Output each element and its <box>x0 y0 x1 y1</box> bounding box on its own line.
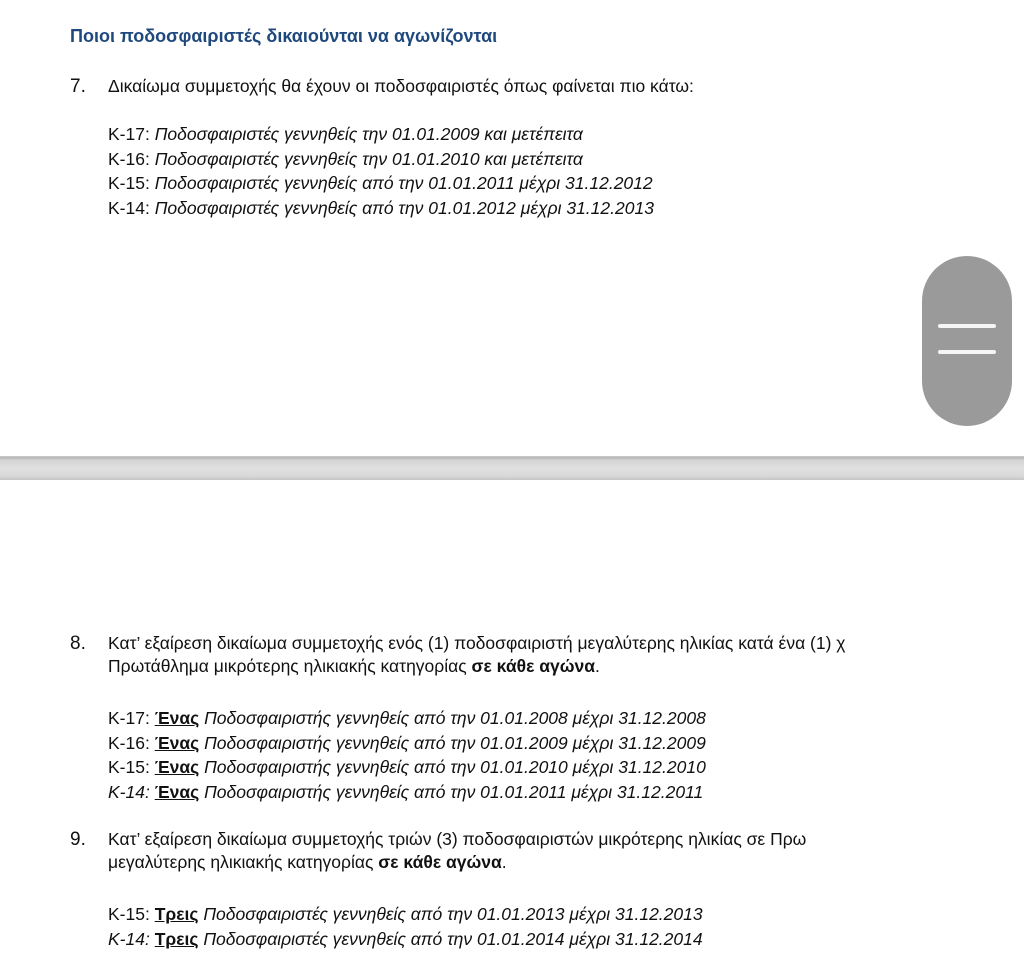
age-category: Κ-16: <box>108 148 150 169</box>
item-text-line: Κατ’ εξαίρεση δικαίωμα συμμετοχής τριών (3) ποδοσφαιριστών μικρότερης ηλικίας σε Πρω <box>108 829 807 849</box>
text-segment: μεγαλύτερης ηλικιακής κατηγορίας <box>108 852 379 872</box>
item-text: Δικαίωμα συμμετοχής θα έχουν οι ποδοσφαιριστές όπως φαίνεται πιο κάτω: <box>108 76 694 96</box>
list-item <box>108 171 654 196</box>
section-heading: Ποιοι ποδοσφαιριστές δικαιούνται να αγωνίζονται <box>70 26 498 46</box>
text-segment: . <box>595 656 600 676</box>
quantity-word: Ένας <box>154 732 200 753</box>
list-item <box>108 780 706 805</box>
list-item <box>108 706 706 731</box>
age-category: Κ-17: <box>108 708 150 728</box>
quantity-word: Ένας <box>154 781 200 802</box>
quantity-word: Ένας <box>154 757 200 777</box>
age-category: Κ-17: <box>108 124 150 144</box>
eligibility-description: Ποδοσφαιριστές γεννηθείς την 01.01.2009 και μετέπειτα <box>154 124 583 144</box>
eligibility-description: Ποδοσφαιριστές γεννηθείς από την 01.01.2014 μέχρι 31.12.2014 <box>203 928 703 949</box>
text-segment: Πρωτάθλημα μικρότερης ηλικιακής κατηγορίας <box>108 656 472 676</box>
list-item <box>108 147 654 172</box>
list-item <box>108 731 706 756</box>
age-list-item-7 <box>108 122 654 220</box>
item-text-line <box>108 655 846 678</box>
page-separator <box>0 456 1024 480</box>
eligibility-description: Ποδοσφαιριστές γεννηθείς από την 01.01.2011 μέχρι 31.12.2012 <box>154 173 653 193</box>
item-text <box>108 632 846 678</box>
quantity-word: Ένας <box>154 708 200 728</box>
item-text <box>108 828 806 874</box>
item-text-line: Κατ’ εξαίρεση δικαίωμα συμμετοχής ενός (1) ποδοσφαιριστή μεγαλύτερης ηλικίας κατά ένα (1) χ <box>108 633 846 653</box>
eligibility-description: Ποδοσφαιριστής γεννηθείς από την 01.01.2008 μέχρι 31.12.2008 <box>204 708 706 728</box>
item-number: 7. <box>70 76 86 97</box>
emphasis-text: σε κάθε αγώνα <box>378 852 502 872</box>
age-category: Κ-15: <box>108 904 150 924</box>
quantity-word: Τρεις <box>154 928 199 949</box>
scroll-drag-handle[interactable] <box>922 256 1012 426</box>
quantity-word: Τρεις <box>154 904 199 924</box>
drag-handle-icon <box>938 324 996 328</box>
eligibility-description: Ποδοσφαιριστές γεννηθείς από την 01.01.2012 μέχρι 31.12.2013 <box>154 197 654 218</box>
age-category: Κ-16: <box>108 732 150 753</box>
eligibility-description: Ποδοσφαιριστής γεννηθείς από την 01.01.2009 μέχρι 31.12.2009 <box>204 732 706 753</box>
age-category: Κ-14: <box>108 928 150 949</box>
list-item <box>108 196 654 221</box>
age-category: Κ-14: <box>108 781 150 802</box>
age-category: Κ-14: <box>108 197 150 218</box>
text-segment: . <box>501 852 507 872</box>
document-page-top <box>0 0 1024 456</box>
list-item <box>108 902 703 927</box>
item-number: 8. <box>70 633 86 654</box>
drag-handle-icon <box>938 350 996 354</box>
list-item <box>108 755 706 780</box>
item-number: 9. <box>70 829 86 850</box>
age-list-item-8 <box>108 706 706 804</box>
item-text-line <box>108 851 806 874</box>
eligibility-description: Ποδοσφαιριστές γεννηθείς από την 01.01.2013 μέχρι 31.12.2013 <box>203 904 703 924</box>
list-item <box>108 122 654 147</box>
eligibility-description: Ποδοσφαιριστής γεννηθείς από την 01.01.2010 μέχρι 31.12.2010 <box>204 757 706 777</box>
age-category: Κ-15: <box>108 757 150 777</box>
emphasis-text: σε κάθε αγώνα <box>471 656 596 676</box>
age-list-item-9 <box>108 902 703 951</box>
eligibility-description: Ποδοσφαιριστής γεννηθείς από την 01.01.2011 μέχρι 31.12.2011 <box>204 781 704 802</box>
age-category: Κ-15: <box>108 173 150 193</box>
document-page-bottom <box>0 480 1024 974</box>
eligibility-description: Ποδοσφαιριστές γεννηθείς την 01.01.2010 και μετέπειτα <box>154 148 583 169</box>
list-item <box>108 927 703 952</box>
